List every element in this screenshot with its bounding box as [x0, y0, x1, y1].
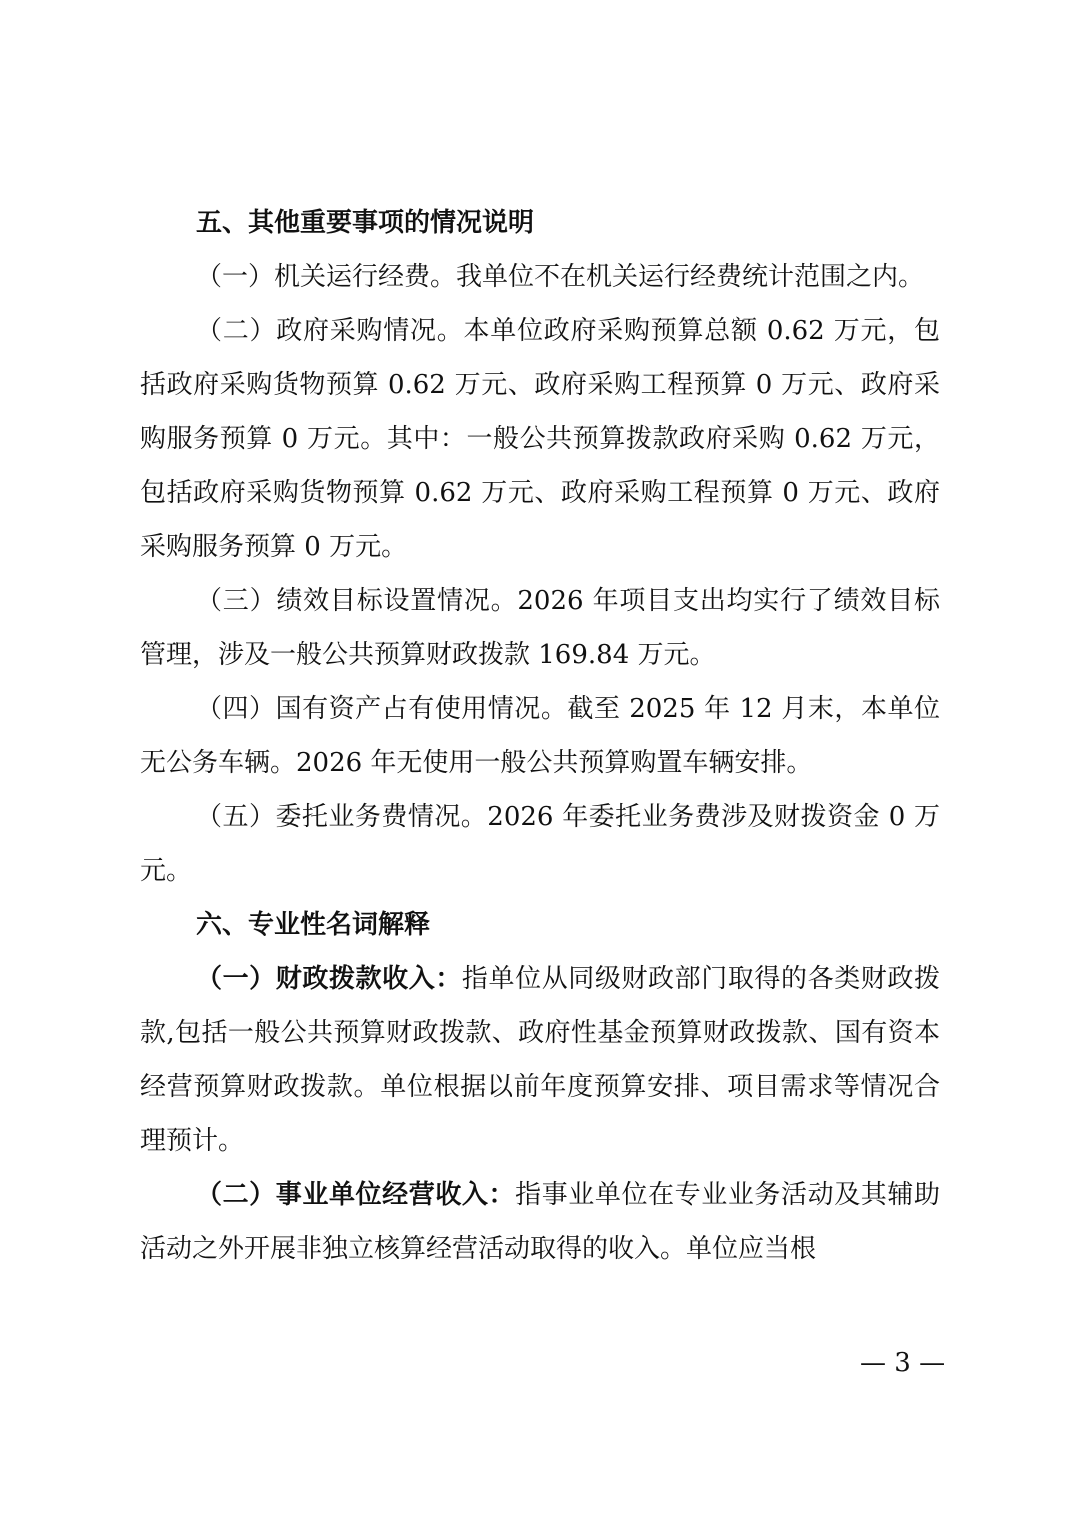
paragraph-label: （五）委托业务费情况。: [196, 802, 488, 832]
document-body: [140, 196, 940, 1276]
paragraph-label: （三）绩效目标设置情况。: [196, 586, 518, 616]
section-heading-other-matters: 五、其他重要事项的情况说明: [196, 208, 535, 238]
paragraph-government-procurement: [140, 304, 940, 574]
paragraph-operating-expenses: [140, 250, 940, 304]
paragraph-label: （二）政府采购情况。: [196, 316, 464, 346]
paragraph-fiscal-appropriation-income: [140, 952, 940, 1168]
paragraph-text: 指单位从同级财政部门取得的各类财政拨款,包括一般公共预算财政拨款、政府性基金预算财政拨款、国有资本经营预算财政拨款。单位根据以前年度预算安排、项目需求等情况合理预计。: [140, 964, 940, 1156]
section-heading-terminology: 六、专业性名词解释: [196, 910, 431, 940]
paragraph-text: 指事业单位在专业业务活动及其辅助活动之外开展非独立核算经营活动取得的收入。单位应当根: [140, 1180, 940, 1264]
paragraph-text: 2026 年委托业务费涉及财拨资金 0 万元。: [140, 802, 940, 886]
page-number: — 3 —: [860, 1348, 946, 1378]
paragraph-label: （一）机关运行经费。: [196, 262, 457, 292]
paragraph-text: 本单位政府采购预算总额 0.62 万元，包括政府采购货物预算 0.62 万元、政府采购工程预算 0 万元、政府采购服务预算 0 万元。其中：一般公共预算拨款政府采购 0.62 万元，包括政府采购货物预算 0.62 万元、政府采购工程预算 0 万元、政府采购服务预算 0 万元。: [140, 316, 940, 562]
paragraph-label: （二）事业单位经营收入：: [196, 1180, 516, 1210]
paragraph-state-assets: [140, 682, 940, 790]
paragraph-text: 截至 2025 年 12 月末，本单位无公务车辆。2026 年无使用一般公共预算购置车辆安排。: [140, 694, 940, 778]
paragraph-commissioned-business-fees: [140, 790, 940, 898]
paragraph-text: 我单位不在机关运行经费统计范围之内。: [456, 262, 925, 292]
paragraph-institution-operating-income: [140, 1168, 940, 1276]
paragraph-performance-targets: [140, 574, 940, 682]
paragraph-label: （四）国有资产占有使用情况。: [196, 694, 568, 724]
paragraph-label: （一）财政拨款收入：: [196, 964, 462, 994]
paragraph-text: 2026 年项目支出均实行了绩效目标管理，涉及一般公共预算财政拨款 169.84 万元。: [140, 586, 940, 670]
